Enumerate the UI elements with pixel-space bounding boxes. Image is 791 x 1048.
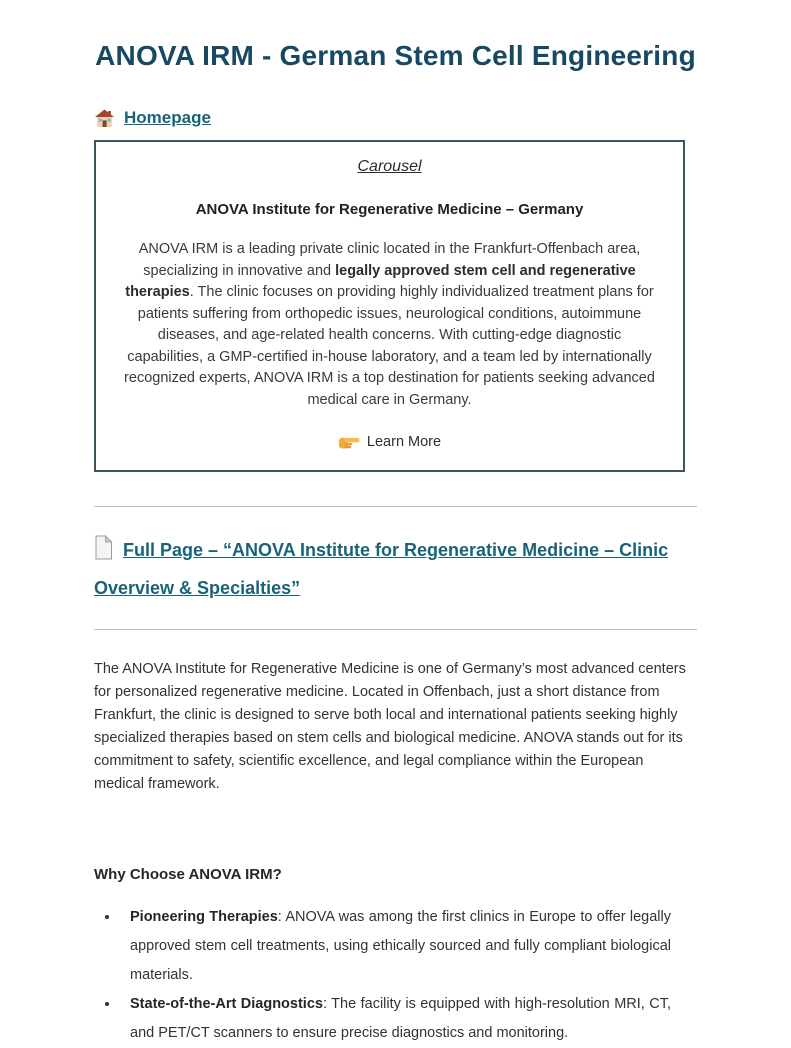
- learn-more-link[interactable]: [122, 434, 657, 450]
- fullpage-heading: [94, 531, 697, 607]
- carousel-box: [94, 140, 685, 472]
- list-item: [120, 903, 671, 990]
- homepage-link[interactable]: Homepage: [124, 108, 211, 127]
- pointing-hand-icon: [338, 435, 360, 450]
- intro-paragraph: The ANOVA Institute for Regenerative Medicine is one of Germany’s most advanced centers for personalized regenerative medicine. Located in Offenbach, just a short distance from Frankfurt, the clinic is designed to serve both local and international patients seeking highly specialized therapies based on stem cells and biological medicine. ANOVA stands out for its commitment to safety, scientific excellence, and legal compliance within the European medical framework.: [94, 661, 686, 792]
- card-body-text-after: . The clinic focuses on providing highly individualized treatment plans for patients suffering from orthopedic issues, neurological conditions, autoimmune diseases, and age-related health concerns. With cutting-edge diagnostic capabilities, a GMP-certified in-house laboratory, and a team led by internationally recognized experts, ANOVA IRM is a top destination for patients seeking advanced medical care in Germany.: [124, 284, 655, 408]
- carousel-card-body: [122, 239, 657, 411]
- section-divider: [94, 506, 697, 507]
- bullet-text: : ANOVA was among the first clinics in Europe to offer legally approved stem cell treatments, using ethically sourced and fully compliant biological materials.: [130, 909, 671, 983]
- fullpage-heading-link[interactable]: Full Page – “ANOVA Institute for Regenerative Medicine – Clinic Overview & Specialties”: [94, 540, 669, 598]
- section-divider: [94, 629, 697, 630]
- list-item: [120, 990, 671, 1048]
- page-icon: [94, 535, 113, 560]
- homepage-row: [94, 108, 697, 128]
- carousel-title: Carousel: [357, 158, 422, 175]
- learn-more-label: Learn More: [366, 434, 442, 450]
- bullet-label: Pioneering Therapies: [130, 909, 278, 925]
- bullet-list: [94, 903, 671, 1048]
- bullet-text: : The facility is equipped with high-resolution MRI, CT, and PET/CT scanners to ensure precise diagnostics and monitoring.: [130, 996, 671, 1041]
- card-body-bold-text: legally approved stem cell and regenerative therapies: [125, 262, 636, 300]
- house-icon: [94, 109, 115, 128]
- why-choose-heading: Why Choose ANOVA IRM?: [94, 866, 282, 883]
- bullet-label: State-of-the-Art Diagnostics: [130, 996, 323, 1012]
- card-body-text: ANOVA IRM is a leading private clinic located in the Frankfurt-Offenbach area, specializing in innovative and: [138, 241, 641, 279]
- carousel-card-title: ANOVA Institute for Regenerative Medicine – Germany: [195, 201, 584, 218]
- page-title: ANOVA IRM - German Stem Cell Engineering: [95, 40, 696, 71]
